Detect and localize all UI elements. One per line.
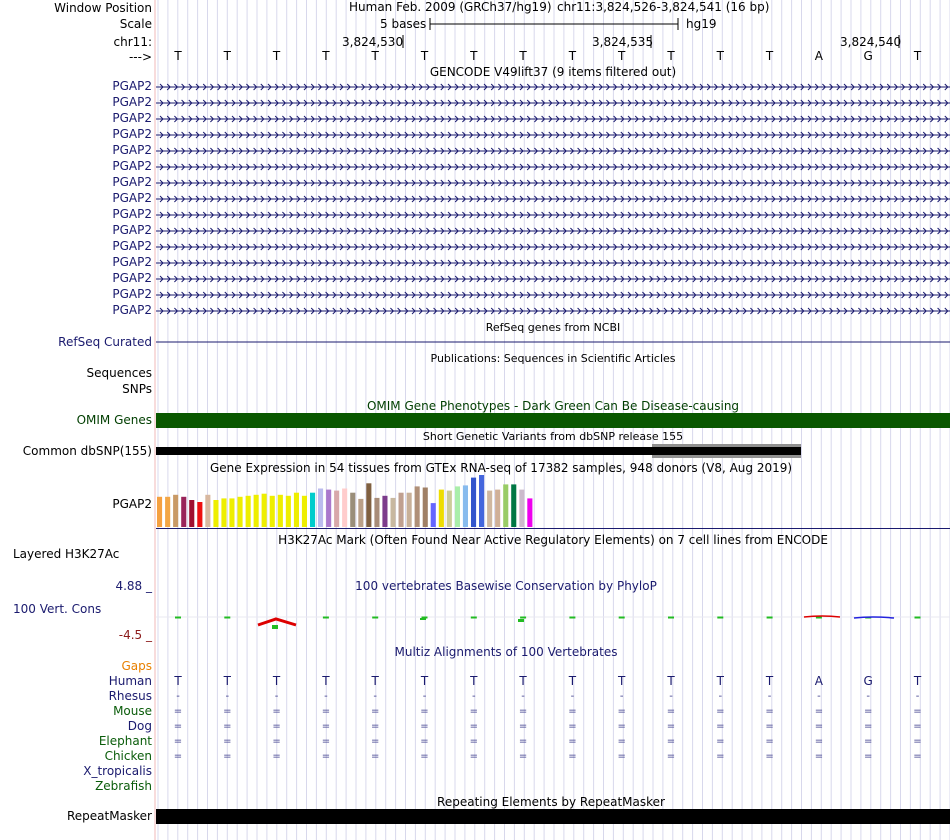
gtex-tissue-bar[interactable]: [463, 485, 468, 527]
phylop-score-mark: [569, 617, 575, 619]
aligned-base: -: [521, 691, 525, 702]
scale-text: 5 bases: [380, 17, 427, 31]
base-letter: T: [568, 49, 577, 63]
gene-label[interactable]: PGAP2: [112, 143, 152, 157]
dbsnp-label[interactable]: Common dbSNP(155): [22, 444, 152, 458]
species-label[interactable]: Rhesus: [108, 689, 152, 703]
aligned-base: =: [716, 751, 725, 762]
gtex-tissue-bar[interactable]: [374, 498, 379, 527]
aligned-base: =: [863, 721, 873, 732]
tick-label: 3,824,530: [342, 35, 404, 49]
gtex-tissue-bar[interactable]: [407, 493, 412, 527]
aligned-base: =: [863, 751, 873, 762]
gene-row[interactable]: [156, 164, 950, 170]
gene-row[interactable]: [156, 196, 950, 202]
omim-feature[interactable]: [156, 413, 950, 428]
aligned-base: =: [223, 721, 232, 732]
gtex-tissue-bar[interactable]: [366, 483, 371, 527]
gtex-tissue-bar[interactable]: [294, 493, 299, 527]
gene-label[interactable]: PGAP2: [112, 255, 152, 269]
gene-label[interactable]: PGAP2: [112, 79, 152, 93]
aligned-base: =: [568, 751, 577, 762]
aligned-base: =: [321, 706, 331, 717]
aligned-base: =: [814, 706, 824, 717]
gtex-tissue-bar[interactable]: [197, 502, 202, 527]
gtex-tissue-bar[interactable]: [431, 503, 436, 527]
gene-row[interactable]: [156, 148, 950, 154]
gtex-tissue-bar[interactable]: [399, 493, 404, 527]
aligned-base: =: [765, 706, 774, 717]
aligned-base: T: [420, 674, 429, 688]
aligned-base: T: [272, 674, 281, 688]
gene-label[interactable]: PGAP2: [112, 239, 152, 253]
gene-row[interactable]: [156, 276, 950, 282]
species-label[interactable]: X_tropicalis: [83, 764, 152, 778]
aligned-base: =: [469, 751, 478, 762]
gtex-tissue-bar[interactable]: [455, 486, 460, 527]
aligned-base: -: [817, 691, 821, 702]
gene-label[interactable]: PGAP2: [112, 207, 152, 221]
species-label[interactable]: Chicken: [104, 749, 152, 763]
tick-label: 3,824,535: [592, 35, 654, 49]
aligned-base: =: [420, 751, 429, 762]
base-letter: G: [863, 49, 873, 63]
aligned-base: T: [765, 674, 774, 688]
gene-row[interactable]: [156, 100, 950, 106]
aligned-base: =: [814, 721, 824, 732]
aligned-base: =: [863, 736, 873, 747]
aligned-base: =: [666, 736, 676, 747]
aligned-base: =: [765, 736, 774, 747]
gene-label[interactable]: PGAP2: [112, 223, 152, 237]
base-letter: T: [618, 49, 626, 63]
aligned-base: T: [568, 674, 577, 688]
aligned-base: =: [173, 721, 183, 732]
aligned-base: =: [370, 736, 380, 747]
aligned-base: =: [518, 736, 528, 747]
base-letter: T: [716, 49, 724, 63]
aligned-base: =: [617, 751, 626, 762]
gtex-tissue-bar[interactable]: [423, 488, 428, 528]
gene-label[interactable]: PGAP2: [112, 159, 152, 173]
aligned-base: =: [272, 736, 281, 747]
aligned-base: -: [225, 691, 230, 702]
aligned-base: =: [716, 736, 725, 747]
base-letter: T: [174, 49, 182, 63]
phylop-max-label: 4.88 _: [115, 579, 152, 593]
aligned-base: =: [913, 736, 922, 747]
aligned-base: -: [767, 691, 772, 702]
phylop-score-mark: [420, 618, 426, 620]
gtex-tissue-bar[interactable]: [342, 489, 347, 528]
gene-row[interactable]: [156, 116, 950, 122]
gene-label[interactable]: PGAP2: [112, 175, 152, 189]
repeatmasker-feature[interactable]: [156, 809, 950, 824]
phylop-score-mark: [471, 617, 477, 619]
aligned-base: =: [272, 751, 281, 762]
aligned-base: =: [568, 706, 577, 717]
strand-label: --->: [128, 50, 152, 64]
aligned-base: =: [617, 736, 626, 747]
gtex-tissue-bar[interactable]: [350, 493, 355, 527]
repeatmasker-label[interactable]: RepeatMasker: [66, 809, 152, 823]
aligned-base: =: [173, 706, 183, 717]
aligned-base: =: [765, 751, 774, 762]
aligned-base: =: [173, 736, 183, 747]
aligned-base: -: [570, 691, 575, 702]
aligned-base: =: [568, 721, 577, 732]
position-range[interactable]: chr11:3,824,526-3,824,541 (16 bp): [557, 0, 770, 14]
aligned-base: T: [174, 674, 182, 688]
aligned-base: =: [173, 751, 183, 762]
gtex-tissue-bar[interactable]: [270, 496, 275, 527]
phylop-score-mark: [323, 617, 329, 619]
gtex-tissue-bar[interactable]: [189, 500, 194, 527]
aligned-base: =: [617, 706, 626, 717]
assembly-title: Human Feb. 2009 (GRCh37/hg19): [349, 0, 552, 14]
aligned-base: =: [321, 721, 331, 732]
phylop-score-mark: [518, 619, 524, 622]
phylop-score-mark: [767, 617, 773, 619]
aligned-base: -: [176, 691, 180, 702]
phylop-score-mark: [175, 617, 181, 619]
gene-row[interactable]: [156, 292, 950, 298]
aligned-base: T: [470, 674, 478, 688]
gtex-gene-label[interactable]: PGAP2: [112, 497, 152, 511]
gtex-tissue-bar[interactable]: [318, 489, 323, 528]
aligned-base: =: [716, 706, 725, 717]
base-letter: T: [420, 49, 429, 63]
snps-label[interactable]: SNPs: [122, 382, 152, 396]
aligned-base: =: [666, 751, 676, 762]
gtex-tissue-bar[interactable]: [439, 490, 444, 527]
gene-label[interactable]: PGAP2: [112, 111, 152, 125]
aligned-base: =: [370, 721, 380, 732]
gtex-tissue-bar[interactable]: [278, 495, 283, 527]
gene-label[interactable]: PGAP2: [112, 271, 152, 285]
tick-label: 3,824,540: [840, 35, 902, 49]
aligned-base: =: [370, 751, 380, 762]
base-letter: T: [272, 49, 281, 63]
gtex-tissue-bar[interactable]: [519, 490, 524, 527]
gtex-tissue-bar[interactable]: [246, 496, 251, 527]
aligned-base: =: [863, 706, 873, 717]
species-label[interactable]: Dog: [127, 719, 152, 733]
gene-label[interactable]: PGAP2: [112, 303, 152, 317]
window-position-label: Window Position: [54, 1, 152, 15]
aligned-base: -: [422, 691, 427, 702]
gene-row[interactable]: [156, 244, 950, 250]
aligned-base: =: [666, 721, 676, 732]
gtex-tissue-bar[interactable]: [173, 495, 178, 527]
gene-label[interactable]: PGAP2: [112, 95, 152, 109]
gtex-tissue-bar[interactable]: [382, 496, 387, 527]
gtex-tissue-bar[interactable]: [326, 490, 331, 527]
aligned-base: T: [667, 674, 675, 688]
aligned-base: -: [471, 691, 476, 702]
gtex-tissue-bar[interactable]: [415, 486, 420, 527]
aligned-base: =: [568, 736, 577, 747]
aligned-base: =: [913, 706, 922, 717]
gtex-tissue-bar[interactable]: [181, 497, 186, 527]
gaps-label[interactable]: Gaps: [121, 659, 152, 673]
publications-track-title[interactable]: Publications: Sequences in Scientific Articles: [430, 352, 676, 365]
aligned-base: T: [716, 674, 724, 688]
species-label[interactable]: Zebrafish: [95, 779, 152, 793]
aligned-base: T: [371, 674, 379, 688]
gtex-tissue-bar[interactable]: [254, 495, 259, 527]
aligned-base: -: [619, 691, 624, 702]
repeatmasker-track-title[interactable]: Repeating Elements by RepeatMasker: [437, 795, 665, 809]
gtex-tissue-bar[interactable]: [310, 493, 315, 527]
gtex-tissue-bar[interactable]: [527, 498, 532, 527]
base-letter: T: [765, 49, 774, 63]
base-letter: T: [913, 49, 922, 63]
aligned-base: =: [321, 751, 331, 762]
gtex-tissue-bar[interactable]: [479, 475, 484, 527]
aligned-base: =: [666, 706, 676, 717]
base-letter: T: [371, 49, 379, 63]
gtex-tissue-bar[interactable]: [205, 495, 210, 527]
aligned-base: =: [370, 706, 380, 717]
aligned-base: =: [223, 751, 232, 762]
aligned-base: =: [913, 721, 922, 732]
aligned-base: =: [420, 706, 429, 717]
h3k27ac-track-title[interactable]: H3K27Ac Mark (Often Found Near Active Regulatory Elements) on 7 cell lines from ENCODE: [278, 533, 828, 547]
aligned-base: G: [863, 674, 873, 688]
phylop-score-mark: [915, 617, 921, 619]
base-letter: T: [223, 49, 231, 63]
aligned-base: -: [718, 691, 723, 702]
aligned-base: =: [814, 736, 824, 747]
gene-label[interactable]: PGAP2: [112, 287, 152, 301]
gene-row[interactable]: [156, 260, 950, 266]
gtex-tissue-bar[interactable]: [334, 491, 339, 527]
aligned-base: =: [321, 736, 331, 747]
gene-row[interactable]: [156, 308, 950, 314]
dbsnp-feature[interactable]: [652, 447, 801, 455]
omim-track-title[interactable]: OMIM Gene Phenotypes - Dark Green Can Be Disease-causing: [366, 399, 740, 413]
base-letter: A: [814, 49, 823, 63]
phylop-score-mark: [619, 617, 625, 619]
aligned-base: T: [618, 674, 626, 688]
gene-label[interactable]: PGAP2: [112, 191, 152, 205]
gtex-tissue-bar[interactable]: [487, 491, 492, 527]
aligned-base: =: [518, 721, 528, 732]
aligned-base: =: [223, 706, 232, 717]
gtex-tissue-bar[interactable]: [286, 496, 291, 527]
aligned-base: =: [469, 706, 478, 717]
aligned-base: =: [617, 721, 626, 732]
aligned-base: =: [518, 751, 528, 762]
gene-label[interactable]: PGAP2: [112, 127, 152, 141]
aligned-base: =: [272, 706, 281, 717]
phylop-score-mark: [272, 625, 278, 629]
phylop-min-label: -4.5 _: [118, 628, 152, 642]
aligned-base: =: [272, 721, 281, 732]
dbsnp-track-title[interactable]: Short Genetic Variants from dbSNP release 155: [422, 430, 684, 443]
phylop-score-mark: [668, 617, 674, 619]
phylop-label[interactable]: 100 Vert. Cons: [13, 602, 102, 616]
gencode-gene-tracks[interactable]: [156, 84, 950, 314]
aligned-base: -: [373, 691, 377, 702]
aligned-base: =: [420, 736, 429, 747]
gtex-tissue-bar[interactable]: [358, 499, 363, 527]
gtex-tissue-bar[interactable]: [157, 497, 162, 527]
aligned-base: =: [223, 736, 232, 747]
refseq-label[interactable]: RefSeq Curated: [58, 335, 152, 349]
aligned-base: =: [518, 706, 528, 717]
gene-row[interactable]: [156, 212, 950, 218]
gtex-tissue-bar[interactable]: [238, 497, 243, 527]
gtex-tissue-bar[interactable]: [165, 497, 170, 527]
aligned-base: T: [519, 674, 527, 688]
gtex-tissue-bar[interactable]: [229, 498, 234, 527]
gtex-tissue-bar[interactable]: [221, 498, 226, 527]
phylop-score-mark: [372, 617, 378, 619]
aligned-base: =: [469, 721, 478, 732]
species-label[interactable]: Mouse: [113, 704, 152, 718]
aligned-base: =: [765, 721, 774, 732]
species-label[interactable]: Human: [108, 674, 152, 688]
gencode-track-title[interactable]: GENCODE V49lift37 (9 items filtered out): [429, 65, 677, 79]
base-letter: T: [667, 49, 675, 63]
aligned-base: =: [469, 736, 478, 747]
base-letter: T: [470, 49, 478, 63]
aligned-base: -: [915, 691, 920, 702]
aligned-base: -: [324, 691, 328, 702]
gtex-tissue-bar[interactable]: [495, 490, 500, 527]
aligned-base: T: [223, 674, 231, 688]
gtex-tissue-bar[interactable]: [471, 478, 476, 527]
aligned-base: =: [814, 751, 824, 762]
scale-label: Scale: [119, 17, 152, 31]
phylop-track-title[interactable]: 100 vertebrates Basewise Conservation by PhyloP: [355, 579, 657, 593]
h3k27ac-label[interactable]: Layered H3K27Ac: [13, 547, 120, 561]
gene-row[interactable]: [156, 84, 950, 90]
gtex-tissue-bar[interactable]: [302, 496, 307, 527]
gtex-tissue-bar[interactable]: [391, 498, 396, 527]
base-letter: T: [322, 49, 330, 63]
gtex-tissue-bar[interactable]: [503, 484, 508, 527]
gene-row[interactable]: [156, 180, 950, 186]
aligned-base: -: [669, 691, 673, 702]
aligned-base: T: [322, 674, 330, 688]
gtex-tissue-bar[interactable]: [262, 494, 267, 527]
aligned-base: =: [420, 721, 429, 732]
gene-row[interactable]: [156, 228, 950, 234]
phylop-positive-mark: [854, 617, 894, 618]
phylop-score-mark: [717, 617, 723, 619]
aligned-base: =: [913, 751, 922, 762]
gtex-tissue-bar[interactable]: [511, 484, 516, 527]
aligned-base: -: [274, 691, 279, 702]
omim-label[interactable]: OMIM Genes: [76, 413, 152, 427]
aligned-base: A: [814, 674, 823, 688]
phylop-score-mark: [224, 617, 230, 619]
gtex-tissue-bar[interactable]: [447, 491, 452, 527]
multiz-track-title[interactable]: Multiz Alignments of 100 Vertebrates: [394, 645, 618, 659]
aligned-base: T: [913, 674, 922, 688]
db-label: hg19: [686, 17, 717, 31]
sequences-label[interactable]: Sequences: [86, 366, 152, 380]
refseq-track-title[interactable]: RefSeq genes from NCBI: [485, 321, 621, 334]
chrom-label: chr11:: [113, 35, 152, 49]
aligned-base: -: [866, 691, 870, 702]
gtex-tissue-bar[interactable]: [213, 500, 218, 527]
gene-row[interactable]: [156, 132, 950, 138]
base-letter: T: [519, 49, 527, 63]
phylop-score-mark: [520, 617, 526, 619]
gtex-track-title[interactable]: Gene Expression in 54 tissues from GTEx RNA-seq of 17382 samples, 948 donors (V8, Aug 2019): [209, 461, 793, 475]
aligned-base: =: [716, 721, 725, 732]
species-label[interactable]: Elephant: [98, 734, 152, 748]
